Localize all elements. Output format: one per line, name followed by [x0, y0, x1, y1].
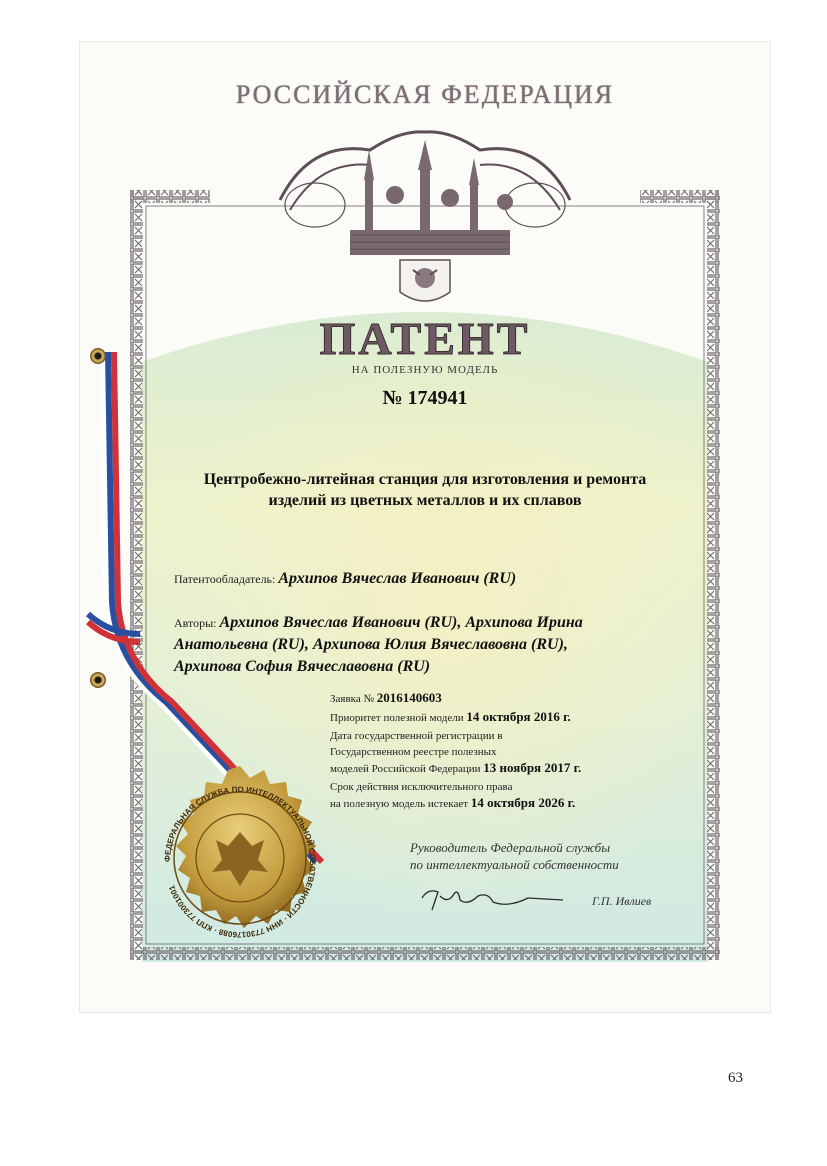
signer-title-line-1: Руководитель Федеральной службы	[410, 840, 611, 855]
patent-certificate	[80, 42, 770, 1012]
priority-value: 14 октября 2016 г.	[466, 709, 571, 724]
registration-date-value: 13 ноября 2017 г.	[483, 760, 582, 775]
kremlin-emblem-engraving	[270, 120, 580, 310]
patent-holder-label: Патентообладатель:	[174, 572, 276, 586]
application-value: 2016140603	[376, 690, 442, 705]
binding-grommet-top	[90, 348, 106, 364]
patent-holder-value: Архипов Вячеслав Иванович (RU)	[278, 570, 517, 587]
authors-label: Авторы:	[174, 616, 217, 630]
binding-grommet-bottom	[90, 672, 106, 688]
country-header: РОССИЙСКАЯ ФЕДЕРАЦИЯ	[235, 80, 615, 109]
invention-title-line-2: изделий из цветных металлов и их сплавов	[268, 492, 582, 509]
patent-title: ПАТЕНТ	[319, 313, 531, 364]
expiry-value: 14 октября 2026 г.	[470, 795, 576, 810]
authors-line-1: Архипов Вячеслав Иванович (RU), Архипова Ирина	[219, 614, 583, 631]
handwritten-signature	[418, 884, 568, 914]
expiry-label: на полезную модель истекает	[330, 798, 469, 810]
registration-text-2: Государственном реестре полезных	[330, 746, 497, 758]
seal-text: ФЕДЕРАЛЬНАЯ СЛУЖБА ПО ИНТЕЛЛЕКТУАЛЬНОЙ СОБСТВЕННОСТИ · ИНН 7730176088 · КПП 773001001	[162, 784, 318, 940]
page-number: 63	[728, 1070, 743, 1086]
authors-line-2: Анатольевна (RU), Архипова Юлия Вячеславовна (RU),	[174, 636, 568, 653]
invention-title-line-1: Центробежно-литейная станция для изготовления и ремонта	[203, 471, 647, 488]
patent-number: № 174941	[382, 387, 468, 409]
registration-date	[330, 760, 581, 777]
authors-line-3: Архипова София Вячеславовна (RU)	[174, 658, 431, 675]
registration-text-1: Дата государственной регистрации в	[330, 730, 503, 742]
term-text: Срок действия исключительного права	[330, 781, 513, 793]
official-gold-seal	[140, 762, 340, 962]
signer-title	[410, 839, 619, 873]
signer-title-line-2: по интеллектуальной собственности	[410, 857, 619, 872]
application-label: Заявка №	[330, 693, 374, 705]
expiry-date	[330, 795, 575, 812]
patent-subtitle: НА ПОЛЕЗНУЮ МОДЕЛЬ	[351, 364, 499, 376]
signer-name: Г.П. Ивлиев	[592, 894, 652, 908]
registration-date-label: моделей Российской Федерации	[330, 763, 481, 775]
priority-date	[330, 709, 571, 726]
application-number	[330, 690, 442, 707]
priority-label: Приоритет полезной модели	[330, 712, 464, 724]
